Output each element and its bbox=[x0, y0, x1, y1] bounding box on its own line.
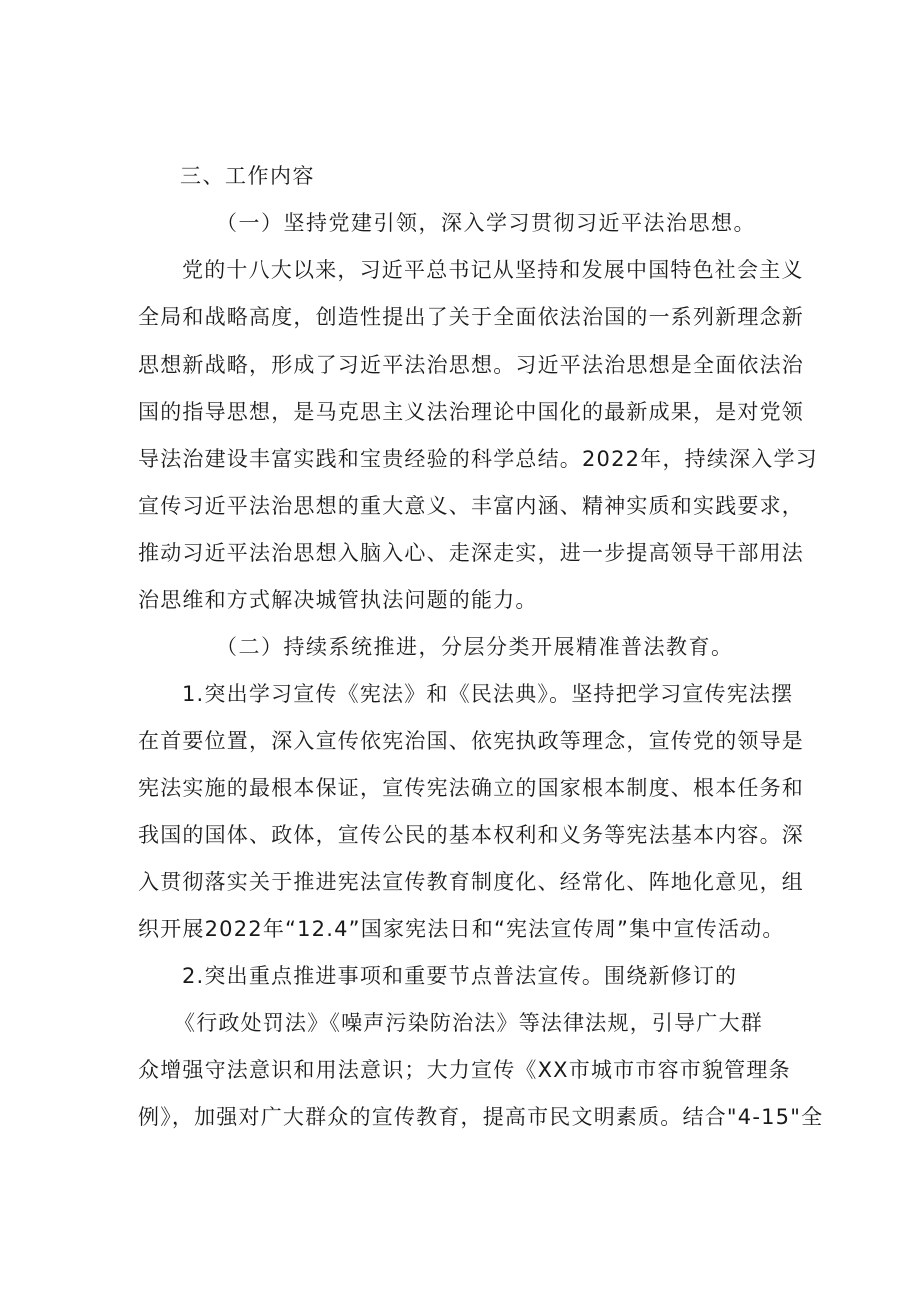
paragraph-3-line: 众增强守法意识和用法意识；大力宣传《XX市城市市容市貌管理条 bbox=[138, 1058, 791, 1082]
paragraph-1-line: 全局和战略高度，创造性提出了关于全面依法治国的一系列新理念新 bbox=[138, 305, 804, 329]
paragraph-2-line: 在首要位置，深入宣传依宪治国、依宪执政等理念，宣传党的领导是 bbox=[138, 729, 804, 753]
subheading-1: （一）坚持党建引领，深入学习贯彻习近平法治思想。 bbox=[216, 211, 756, 235]
paragraph-3-line: 2.突出重点推进事项和重要节点普法宣传。围绕新修订的 bbox=[182, 964, 738, 988]
paragraph-1-line: 国的指导思想，是马克思主义法治理论中国化的最新成果，是对党领 bbox=[138, 400, 804, 424]
paragraph-1-line: 导法治建设丰富实践和宝贵经验的科学总结。2022年，持续深入学习 bbox=[138, 447, 818, 471]
paragraph-2-line: 宪法实施的最根本保证，宣传宪法确立的国家根本制度、根本任务和 bbox=[138, 776, 804, 800]
subheading-2: （二）持续系统推进，分层分类开展精准普法教育。 bbox=[216, 635, 734, 659]
paragraph-2-line: 我国的国体、政体，宣传公民的基本权利和义务等宪法基本内容。深 bbox=[138, 823, 804, 847]
paragraph-1-line: 治思维和方式解决城管执法问题的能力。 bbox=[138, 588, 538, 612]
paragraph-2-line: 入贯彻落实关于推进宪法宣传教育制度化、经常化、阵地化意见，组 bbox=[138, 870, 804, 894]
paragraph-1-line: 党的十八大以来，习近平总书记从坚持和发展中国特色社会主义 bbox=[182, 258, 804, 282]
paragraph-1-line: 思想新战略，形成了习近平法治思想。习近平法治思想是全面依法治 bbox=[138, 353, 804, 377]
paragraph-2-line: 1.突出学习宣传《宪法》和《民法典》。坚持把学习宣传宪法摆 bbox=[182, 682, 794, 706]
paragraph-1-line: 宣传习近平法治思想的重大意义、丰富内涵、精神实质和实践要求， bbox=[138, 494, 804, 518]
paragraph-3-line: 例》，加强对广大群众的宣传教育，提高市民文明素质。结合"4-15"全 bbox=[138, 1105, 824, 1129]
paragraph-3-line: 《行政处罚法》《噪声污染防治法》等法律法规，引导广大群 bbox=[174, 1011, 763, 1035]
section-heading: 三、工作内容 bbox=[180, 164, 315, 188]
paragraph-1-line: 推动习近平法治思想入脑入心、走深走实，进一步提高领导干部用法 bbox=[138, 541, 804, 565]
paragraph-2-line: 织开展2022年“12.4”国家宪法日和“宪法宣传周”集中宣传活动。 bbox=[138, 917, 785, 941]
